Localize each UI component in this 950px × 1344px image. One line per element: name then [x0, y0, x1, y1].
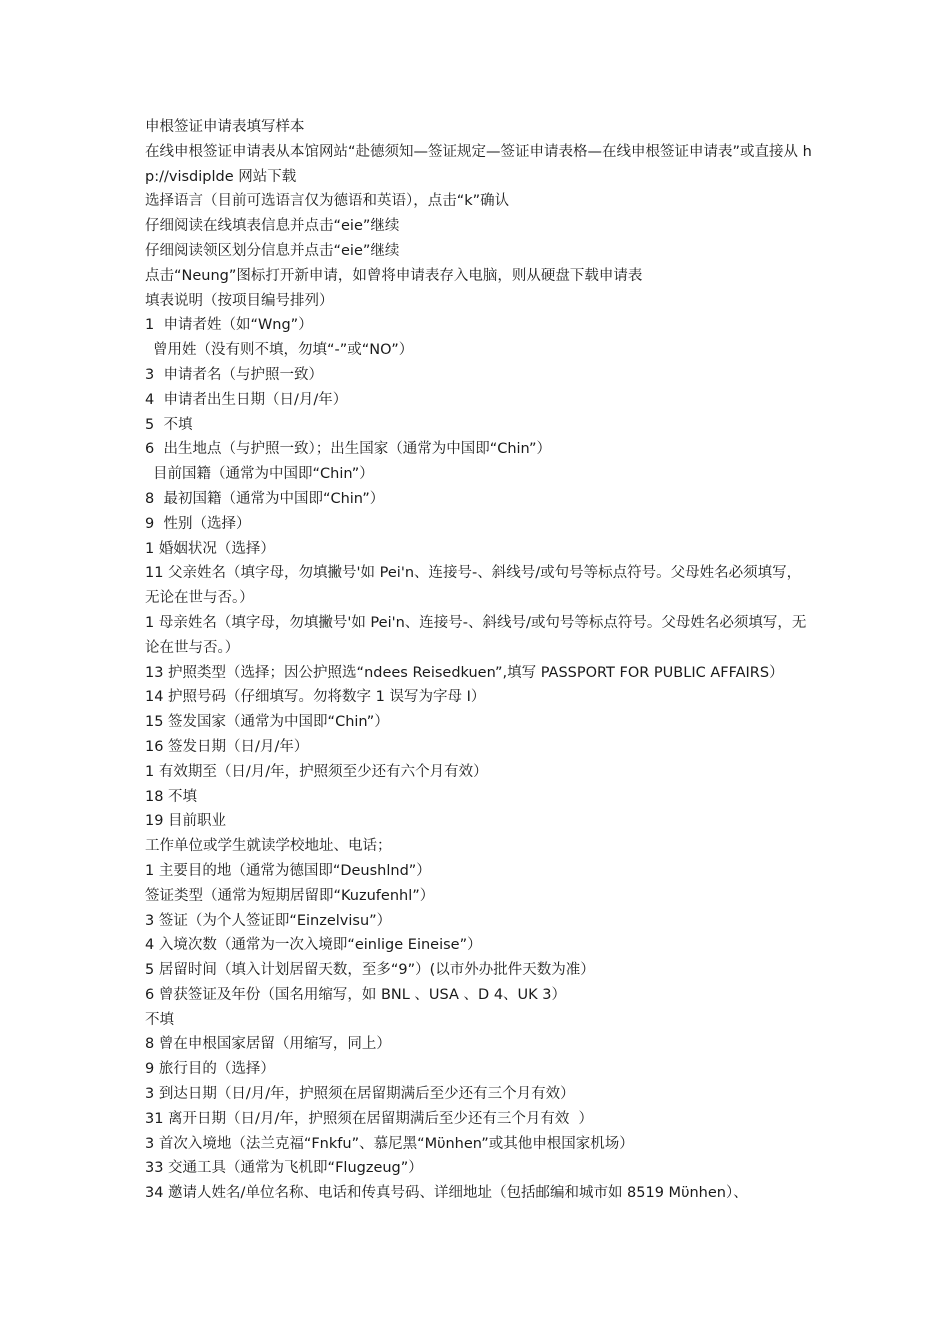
item-not-applicable: 不填: [145, 1011, 174, 1028]
step-read-consular-district: 仔细阅读领区划分信息并点击“eie”继续: [145, 242, 400, 259]
item-issue-date: 16 签发日期（日/月/年）: [145, 738, 309, 755]
item-father-name: 11 父亲姓名（填字母，勿填撇号'如 Pei'n、连接号-、斜线号/或句号等标点符号。父母姓名必须填写，无论在世与否。）: [145, 565, 802, 607]
item-duration-of-stay: 5 居留时间（填入计划居留天数，至多“9”）(以市外办批件天数为准）: [145, 962, 595, 979]
paragraph-download-source: 在线申根签证申请表从本馆网站“赴德须知—签证规定—签证申请表格—在线申根签证申请表”或直接从 hp://visdiplde 网站下载: [145, 143, 812, 185]
document-body: [145, 115, 815, 1206]
document-title: 申根签证申请表填写样本: [145, 119, 305, 135]
item-means-of-transport: 33 交通工具（通常为飞机即“Flugzeug”）: [145, 1160, 423, 1177]
item-passport-type: 13 护照类型（选择；因公护照选“ndees Reisedkuen”,填写 PASSPORT FOR PUBLIC AFFAIRS）: [145, 664, 784, 681]
item-occupation: 19 目前职业: [145, 813, 227, 830]
item-purpose-of-travel: 9 旅行目的（选择）: [145, 1061, 275, 1078]
item-departure-date: 31 离开日期（日/月/年，护照须在居留期满后至少还有三个月有效 ）: [145, 1110, 594, 1127]
item-place-of-birth: 6 出生地点（与护照一致）；出生国家（通常为中国即“Chin”）: [145, 441, 551, 458]
item-sex: 9 性别（选择）: [145, 515, 251, 532]
item-inviting-person: 34 邀请人姓名/单位名称、电话和传真号码、详细地址（包括邮编和城市如 8519 Mϋnhen）、: [145, 1185, 748, 1202]
item-18: 18 不填: [145, 788, 198, 805]
section-heading-instructions: 填表说明（按项目编号排列）: [145, 292, 334, 309]
item-former-surname: 曾用姓（没有则不填，勿填“-”或“NO”）: [153, 342, 414, 359]
item-given-name: 3 申请者名（与护照一致）: [145, 366, 323, 383]
item-5: 5 不填: [145, 416, 193, 433]
item-surname: 1 申请者姓（如“Wng”）: [145, 317, 313, 334]
item-visa-type: 签证类型（通常为短期居留即“Kuzufenhl”）: [145, 887, 435, 904]
item-valid-until: 1 有效期至（日/月/年，护照须至少还有六个月有效）: [145, 763, 488, 780]
item-visa: 3 签证（为个人签证即“Einzelvisu”）: [145, 912, 392, 929]
item-mother-name: 1 母亲姓名（填字母，勿填撇号'如 Pei'n、连接号-、斜线号/或句号等标点符号。父母姓名必须填写，无论在世与否。）: [145, 614, 807, 656]
item-main-destination: 1 主要目的地（通常为德国即“Deushlnd”）: [145, 862, 431, 879]
item-current-nationality: 目前国籍（通常为中国即“Chin”）: [153, 466, 374, 483]
item-previous-visas: 6 曾获签证及年份（国名用缩写，如 BNL 、USA 、D 4、UK 3）: [145, 986, 566, 1003]
step-select-language: 选择语言（目前可选语言仅为德语和英语），点击“k”确认: [145, 193, 510, 210]
item-employer-address: 工作单位或学生就读学校地址、电话；: [145, 838, 392, 855]
item-arrival-date: 3 到达日期（日/月/年，护照须在居留期满后至少还有三个月有效）: [145, 1086, 575, 1103]
item-previous-schengen-stays: 8 曾在申根国家居留（用缩写，同上）: [145, 1036, 391, 1053]
item-marital-status: 1 婚姻状况（选择）: [145, 540, 275, 557]
item-original-nationality: 8 最初国籍（通常为中国即“Chin”）: [145, 490, 385, 507]
item-first-entry: 3 首次入境地（法兰克福“Fnkfu”、慕尼黑“Mϋnhen”或其他申根国家机场）: [145, 1135, 634, 1152]
item-date-of-birth: 4 申请者出生日期（日/月/年）: [145, 391, 348, 408]
item-passport-number: 14 护照号码（仔细填写。勿将数字 1 误写为字母 I）: [145, 689, 486, 706]
item-number-of-entries: 4 入境次数（通常为一次入境即“einlige Eineise”）: [145, 937, 482, 954]
item-issuing-country: 15 签发国家（通常为中国即“Chin”）: [145, 714, 389, 731]
step-open-new-application: 点击“Neung”图标打开新申请，如曾将申请表存入电脑，则从硬盘下载申请表: [145, 267, 643, 284]
step-read-online-info: 仔细阅读在线填表信息并点击“eie”继续: [145, 218, 400, 235]
